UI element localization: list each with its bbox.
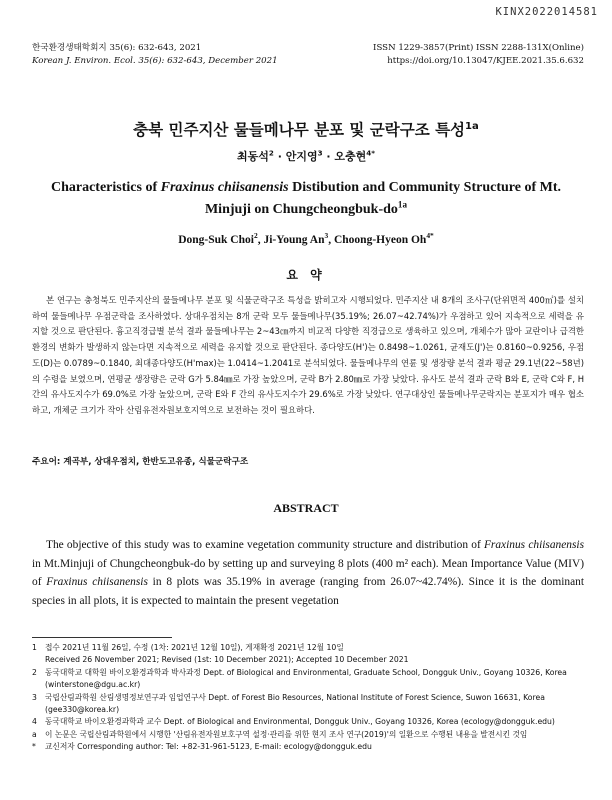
- doi-link[interactable]: https://doi.org/10.13047/KJEE.2021.35.6.632: [387, 56, 584, 66]
- footnote-corresponding: * 교신저자 Corresponding author: Tel: +82-31-961-5123, E-mail: ecology@dongguk.edu: [32, 742, 372, 752]
- abstract-ko-heading: 요 약: [286, 268, 326, 282]
- authors-english: Dong-Suk Choi$^2$, Ji-Young An$^3$, Choong-Hyeon $Oh^{4*}$: [178, 231, 434, 246]
- footnote-3: 3 국립산림과학원 산림생명정보연구과 임업연구사 Dept. of Forest Bio Resources, National Institute of Forest Science, Suwon 16631, Korea (gee330@korea.kr): [32, 692, 545, 715]
- footnote-1: 1 접수 2021년 11월 26일, 수정 (1차: 2021년 12월 10일), 게재확정 2021년 12월 10일 Received 26 November 2021; Revised (1st: 10 December 2021); Accepted 10 December 2021: [32, 643, 409, 665]
- journal-citation-en: Korean J. Environ. Ecol. 35(6): 632-643, December 2021: [32, 56, 278, 66]
- issn-line: ISSN 1229-3857(Print) ISSN 2288-131X(Online): [373, 43, 584, 53]
- footnotes: [32, 642, 584, 754]
- footnote-a: a 이 논문은 국립산림과학원에서 시행한 '산림유전자원보호구역 설정·관리를 위한 현지 조사 연구(2019)'의 일환으로 수행된 내용을 발전시킨 것임: [32, 729, 528, 739]
- abstract-en-heading: ABSTRACT: [273, 501, 339, 515]
- abstract-english: The objective of this study was to examine vegetation community structure and distribution of Fraxinus chiisanensis in Mt.Minjuji of Chungcheongbuk-do by setting up and surveying 8 plots (400 m² each). Mean Importance Value (MIV) of Fraxinus chiisanensis in 8 plots was 35.19% in average (ranging from 26.07~42.74%). Since it is the dominant species in all plots, it is expected to maintain the present vegetation: [32, 539, 585, 607]
- footnote-4: 4 동국대학교 바이오환경과학과 교수 Dept. of Biological and Environmental, Dongguk Univ., Goyang 10326, Korea (ecology@dongguk.edu): [32, 717, 555, 727]
- abstract-korean: 본 연구는 충청북도 민주지산의 물들메나무 분포 및 식물군락구조 특성을 밝히고자 시행되었다. 민주지산 내 8개의 조사구(단위면적 400㎡)를 설치하여 물들메나무 우점군락을 조사하였다. 상대우점치는 8개 군락 모두 물들메나무(35.19%; 26.07~42.74%)가 우점하고 있어 지속적으로 세력을 유지할 것으로 판단된다. 흉고직경급별 분석 결과 물들메나무는 2~43㎝까지 비교적 다양한 직경급으로 생육하고 있으며, 개체수가 많아 교란이나 급격한 환경의 변화가 발생하지 않는다면 지속적으로 세력을 유지할 것으로 판단된다. 종다양도(H')는 0.8498~1.0261, 균재도(J')는 0.8160~0.9256, 우점도(D)는 0.0789~0.1840, 최대종다양도(H'max)는 1.0414~1.2041로 분석되었다. 물들메나무의 연륜 및 생장량 분석 결과 평균 29.1년(22~58년)의 수령을 보였으며, 연평균 생장량은 군락 G가 5.84㎜로 가장 높았으며, 군락 B가 2.80㎜로 가장 낮았다. 유사도 분석 결과 군락 B와 E, 군락 C와 F, H 간의 유사도지수가 69.0%로 가장 높았으며, 군락 E와 F 간의 유사도지수가 29.6%로 가장 낮았다. 연구대상인 물들메나무군락지는 분포지가 매우 협소하고, 개체군 크기가 작아 산림유전자원보호지역으로 보전하는 것이 필요하다.: [32, 295, 584, 415]
- journal-identifiers: [373, 42, 584, 68]
- footnote-2: 2 동국대학교 대학원 바이오환경과학과 박사과정 Dept. of Biological and Environmental, Graduate School, Dongguk Univ., Goyang 10326, Korea (winterstone@dgu.ac.kr): [32, 667, 567, 690]
- authors-korean: 최동석$^2$ · 안지영$^3$ · 오충현$^{4*}$: [237, 148, 375, 163]
- journal-citation-ko: 한국환경생태학회지 35(6): 632-643, 2021: [32, 43, 202, 53]
- document-id-watermark: KINX2022014581: [495, 6, 598, 18]
- footnote-divider: [32, 637, 172, 638]
- title-english: Characteristics of Fraxinus chiisanensis Distibution and Community Structure of Mt. Minjuji on Chungcheongbuk-$do^{1a}$: [50, 180, 561, 217]
- journal-citation: [32, 42, 278, 68]
- title-korean: 충북 민주지산 물들메나무 분포 및 군락구조 특성$^{1a}$: [133, 120, 479, 139]
- keywords-korean: 주요어: 계곡부, 상대우점치, 한반도고유종, 식물군락구조: [32, 457, 249, 467]
